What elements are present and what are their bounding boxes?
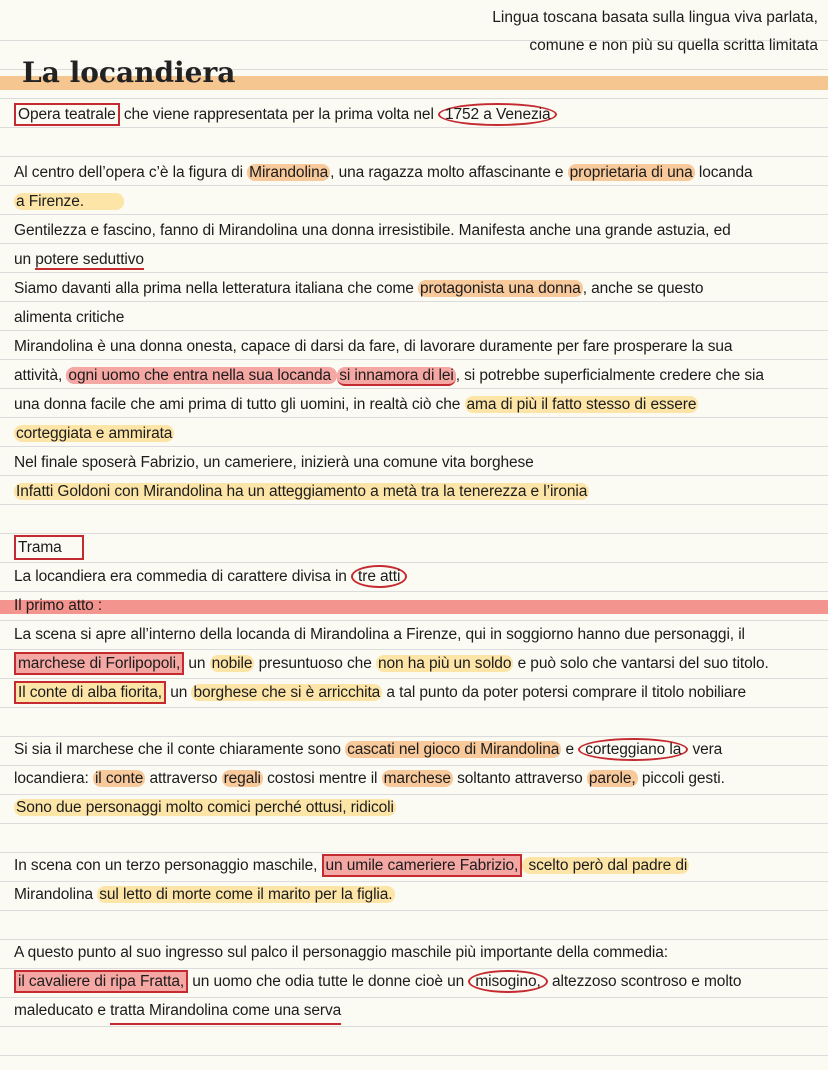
text-span: che viene rappresentata per la prima volta nel — [119, 106, 438, 123]
text-line — [14, 683, 746, 703]
highlight: si innamora di lei — [339, 367, 454, 384]
text-line — [14, 769, 725, 789]
text-line: Nel finale sposerà Fabrizio, un cameriere, inizierà una comune vita borghese — [14, 454, 534, 471]
text-span: attività, — [14, 367, 67, 384]
highlight: cascati nel gioco di Mirandolina — [347, 741, 560, 758]
highlight: Mirandolina — [249, 164, 329, 181]
text-span: La locandiera era commedia di carattere divisa in — [14, 568, 352, 585]
text-line — [14, 105, 557, 125]
section-heading: Trama — [14, 535, 84, 560]
text-span: maleducato e — [14, 1002, 111, 1019]
act-highlight — [0, 600, 828, 614]
text-span: soltanto attraverso — [452, 770, 587, 787]
subheading: Il primo atto : — [14, 597, 103, 614]
text-line — [14, 798, 396, 818]
text-line: Gentilezza e fascino, fanno di Mirandolina una donna irresistibile. Manifesta anche una grande astuzia, ed — [14, 222, 731, 239]
boxed-term: Opera teatrale — [14, 103, 120, 126]
text-span: e — [561, 741, 579, 758]
highlight: marchese — [383, 770, 451, 787]
text-span: attraverso — [145, 770, 222, 787]
highlight: protagonista una donna — [420, 280, 581, 297]
text-span: locandiera: — [14, 770, 93, 787]
boxed-term: marchese di Forlipopoli, — [14, 652, 184, 675]
highlight: non ha più un soldo — [377, 655, 512, 672]
text-line: La scena si apre all’interno della locanda di Mirandolina a Firenze, qui in soggiorno hanno due personaggi, il — [14, 626, 745, 643]
text-span: una donna facile che ami prima di tutto gli uomini, in realtà ciò che — [14, 396, 465, 413]
text-span: un — [14, 251, 36, 268]
text-span: a tal punto da poter potersi comprare il titolo nobiliare — [382, 684, 747, 701]
text-line — [14, 250, 144, 270]
boxed-term: il cavaliere di ripa Fratta, — [14, 970, 188, 993]
highlight: ogni uomo che entra nella sua locanda — [68, 367, 336, 384]
highlight: ama di più il fatto stesso di essere — [466, 396, 697, 413]
circled-term: tre atti — [351, 565, 407, 588]
highlight: scelto però dal padre di — [524, 857, 688, 874]
text-line: alimenta critiche — [14, 309, 125, 326]
underlined-term: potere seduttivo — [35, 251, 144, 268]
boxed-term: un umile cameriere Fabrizio, — [322, 854, 523, 877]
highlight: a Firenze. — [14, 193, 124, 210]
text-span: , si potrebbe superficialmente credere che sia — [455, 367, 764, 384]
circled-term: corteggiano la — [578, 738, 688, 761]
text-span: Si sia il marchese che il conte chiaramente sono — [14, 741, 346, 758]
text-span: altezzoso scontroso e molto — [547, 973, 742, 990]
text-span: Siamo davanti alla prima nella letteratura italiana che come — [14, 280, 419, 297]
highlight: borghese che si è arricchita — [193, 684, 381, 701]
text-line — [14, 538, 84, 558]
underlined-term: tratta Mirandolina come una serva — [110, 1002, 341, 1025]
text-line — [14, 163, 753, 183]
text-line — [14, 366, 764, 386]
text-span: un — [184, 655, 210, 672]
text-line — [14, 740, 722, 760]
text-span: , una ragazza molto affascinante e — [330, 164, 568, 181]
text-span: In scena con un terzo personaggio maschile, — [14, 857, 322, 874]
highlight: parole, — [588, 770, 636, 787]
side-note-line-1: Lingua toscana basata sulla lingua viva parlata, — [492, 9, 818, 26]
circled-term: misogino, — [468, 970, 547, 993]
highlight: proprietaria di una — [569, 164, 693, 181]
text-line: Mirandolina è una donna onesta, capace di darsi da fare, di lavorare duramente per fare prosperare la sua — [14, 338, 733, 355]
highlight: Infatti Goldoni con Mirandolina ha un atteggiamento a metà tra la tenerezza e l’ironia — [16, 483, 588, 500]
highlight: nobile — [211, 655, 253, 672]
text-span: e può solo che vantarsi del suo titolo. — [513, 655, 769, 672]
text-line — [14, 856, 689, 876]
text-span: un — [165, 684, 192, 701]
highlight: sul letto di morte come il marito per la figlia. — [99, 886, 393, 903]
text-line — [14, 654, 769, 674]
text-span: , anche se questo — [582, 280, 704, 297]
text-span: Al centro dell’opera c’è la figura di — [14, 164, 248, 181]
highlight: Sono due personaggi molto comici perché ottusi, ridicoli — [16, 799, 394, 816]
text-line — [14, 424, 174, 444]
text-span: Mirandolina — [14, 886, 98, 903]
text-span: un uomo che odia tutte le donne cioè un — [188, 973, 469, 990]
text-span: vera — [688, 741, 723, 758]
text-line — [14, 395, 698, 415]
text-line — [14, 972, 741, 992]
text-line — [14, 279, 703, 299]
text-line — [14, 1001, 341, 1021]
boxed-term: Il conte di alba fiorita, — [14, 681, 166, 704]
side-note-line-2: comune e non più su quella scritta limitata — [529, 37, 818, 54]
highlight: corteggiata e ammirata — [16, 425, 173, 442]
circled-term: 1752 a Venezia — [438, 103, 557, 126]
text-line — [14, 885, 395, 905]
highlight: regali — [223, 770, 261, 787]
text-line: A questo punto al suo ingresso sul palco il personaggio maschile più importante della commedia: — [14, 944, 668, 961]
highlight: il conte — [94, 770, 144, 787]
text-line — [14, 192, 124, 212]
text-span: locanda — [694, 164, 753, 181]
text-span: costosi mentre il — [262, 770, 382, 787]
text-line — [14, 482, 589, 502]
page-title: La locandiera — [22, 56, 236, 89]
text-line — [14, 567, 407, 587]
text-span: piccoli gesti. — [637, 770, 725, 787]
text-span: presuntuoso che — [254, 655, 376, 672]
